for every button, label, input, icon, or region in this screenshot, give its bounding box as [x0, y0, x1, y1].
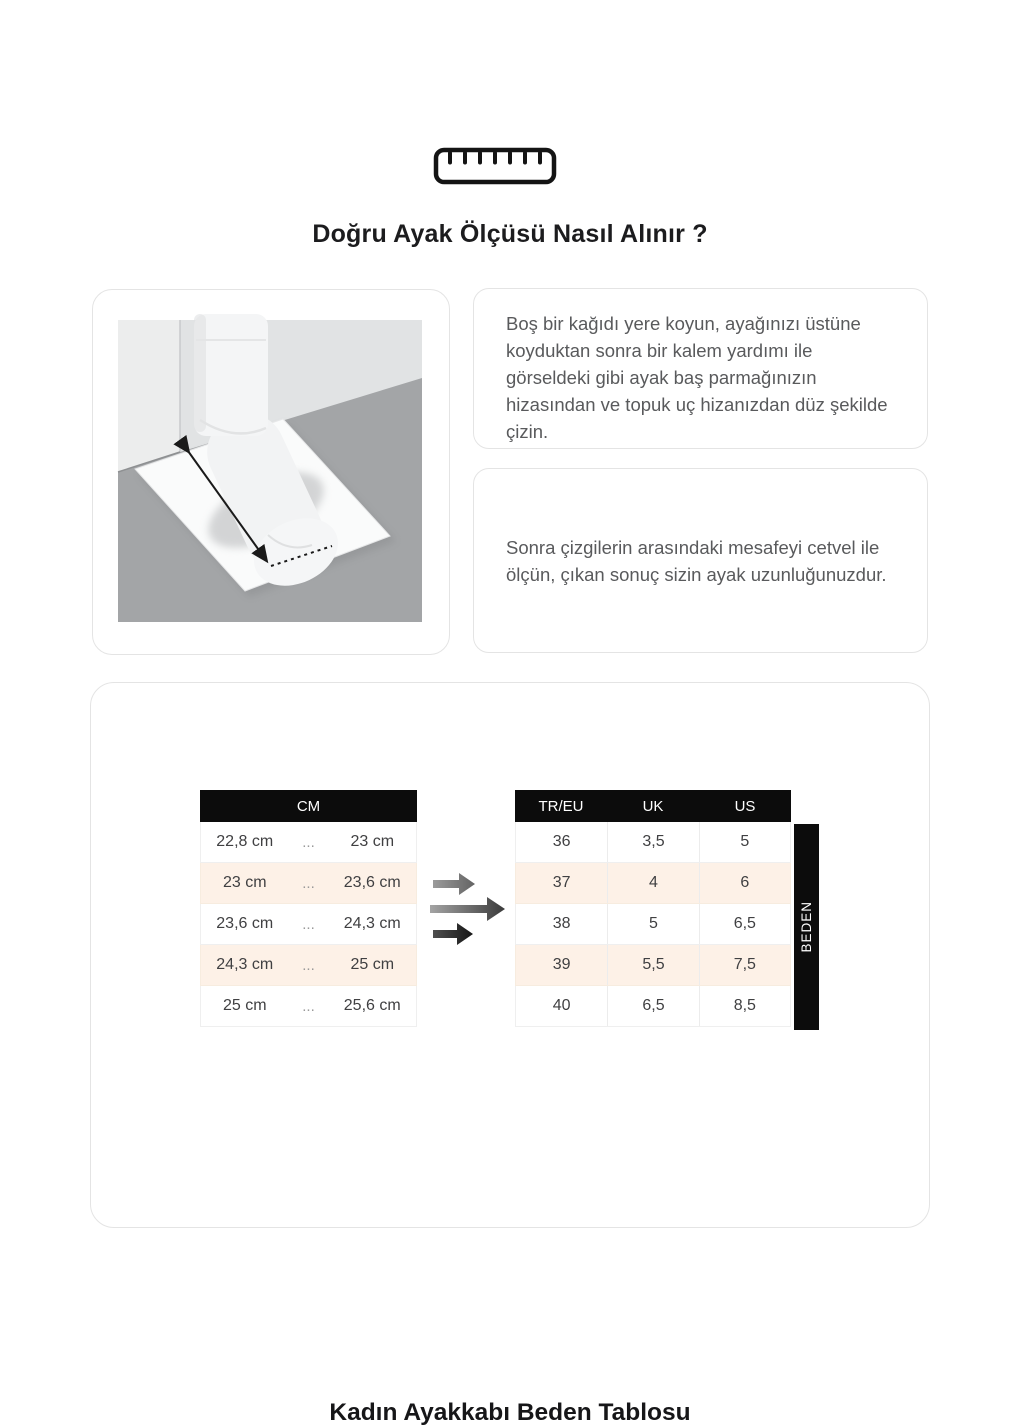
beden-side-label: [794, 824, 819, 1030]
cm-table-row: [200, 945, 417, 986]
size-chart-title: Kadın Ayakkabı Beden Tablosu: [329, 1399, 691, 1426]
cm-from: 22,8 cm: [216, 833, 274, 850]
size-uk: 5: [607, 904, 698, 944]
col-header-us: US: [734, 797, 756, 815]
triple-right-arrows-icon: [429, 869, 509, 949]
size-treu: 39: [552, 956, 571, 973]
measurement-photo-card: [92, 289, 450, 655]
size-table-row: [515, 904, 791, 945]
size-table-row: [515, 863, 791, 904]
size-table-row: [515, 986, 791, 1027]
cm-table-row: [200, 863, 417, 904]
size-us: 7,5: [699, 945, 790, 985]
size-table-header: [515, 790, 791, 822]
size-table: [515, 790, 791, 1027]
cm-to: 25,6 cm: [343, 997, 401, 1014]
size-us: 8,5: [699, 986, 790, 1026]
size-chart-card: [90, 682, 930, 1426]
cm-to: 23 cm: [350, 833, 395, 850]
cm-table-row: [200, 904, 417, 945]
size-treu: 40: [552, 997, 571, 1014]
cm-sep: ...: [302, 874, 315, 892]
size-treu: 37: [552, 874, 571, 891]
cm-table-header: CM: [200, 790, 417, 822]
size-uk: 5,5: [607, 945, 698, 985]
page-title: Doğru Ayak Ölçüsü Nasıl Alınır ?: [312, 220, 708, 248]
cm-from: 23,6 cm: [216, 915, 274, 932]
size-table-row: [515, 822, 791, 863]
size-uk: 6,5: [607, 986, 698, 1026]
cm-table-row: [200, 986, 417, 1027]
instruction-step-1: Boş bir kağıdı yere koyun, ayağınızı üstüne koyduktan sonra bir kalem yardımı ile görseldeki gibi ayak baş parmağınızın hizasından ve topuk uç hizanızdan düz şekilde çizin.: [506, 313, 888, 442]
size-treu: 36: [552, 833, 571, 850]
instruction-card-1: [473, 288, 928, 449]
cm-from: 23 cm: [222, 874, 267, 891]
ruler-icon: [433, 146, 557, 186]
cm-table-row: [200, 822, 417, 863]
instruction-step-2: Sonra çizgilerin arasındaki mesafeyi cetvel ile ölçün, çıkan sonuç sizin ayak uzunluğunuzdur.: [506, 536, 887, 585]
cm-table: [200, 790, 417, 1027]
instruction-card-2: [473, 468, 928, 653]
size-table-row: [515, 945, 791, 986]
foot-measurement-photo: [118, 320, 422, 622]
cm-from: 25 cm: [222, 997, 267, 1014]
size-uk: 4: [607, 863, 698, 903]
cm-to: 23,6 cm: [343, 874, 401, 891]
size-us: 5: [699, 822, 790, 862]
cm-from: 24,3 cm: [216, 956, 274, 973]
cm-sep: ...: [302, 915, 315, 933]
cm-sep: ...: [302, 956, 315, 974]
size-treu: 38: [552, 915, 571, 932]
cm-sep: ...: [302, 833, 315, 851]
cm-to: 24,3 cm: [343, 915, 401, 932]
cm-to: 25 cm: [350, 956, 395, 973]
col-header-treu: TR/EU: [538, 797, 584, 815]
col-header-uk: UK: [642, 797, 664, 815]
size-us: 6: [699, 863, 790, 903]
size-us: 6,5: [699, 904, 790, 944]
cm-sep: ...: [302, 997, 315, 1015]
size-uk: 3,5: [607, 822, 698, 862]
beden-label-text: BEDEN: [799, 901, 814, 953]
